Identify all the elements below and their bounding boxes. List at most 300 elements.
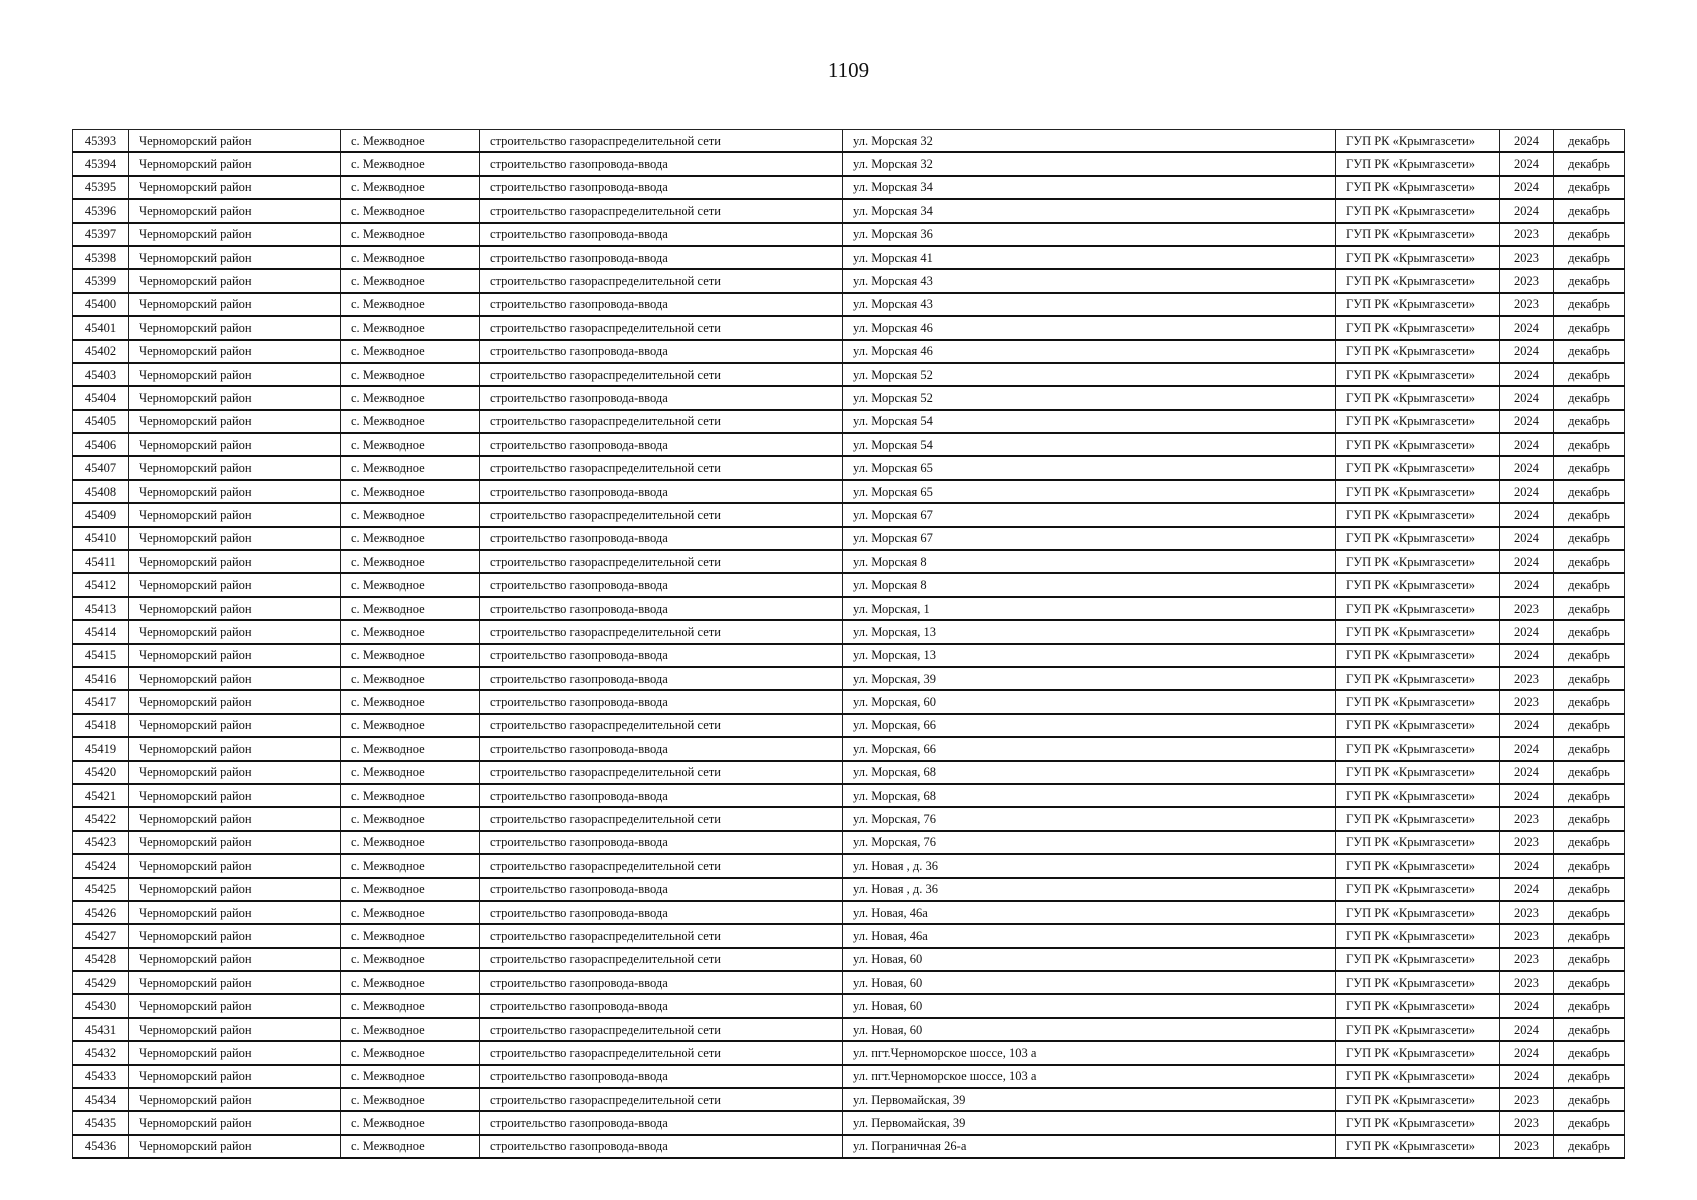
organization-cell: ГУП РК «Крымгазсети» bbox=[1336, 761, 1500, 784]
settlement-cell: с. Межводное bbox=[341, 878, 480, 901]
month-cell: декабрь bbox=[1554, 550, 1625, 573]
organization-cell: ГУП РК «Крымгазсети» bbox=[1336, 690, 1500, 713]
year-cell: 2023 bbox=[1500, 269, 1554, 292]
table-row bbox=[73, 433, 1625, 456]
table-row bbox=[73, 503, 1625, 526]
record-id-cell: 45430 bbox=[73, 994, 129, 1017]
work-type-cell: строительство газораспределительной сети bbox=[480, 363, 843, 386]
organization-cell: ГУП РК «Крымгазсети» bbox=[1336, 948, 1500, 971]
year-cell: 2023 bbox=[1500, 831, 1554, 854]
settlement-cell: с. Межводное bbox=[341, 456, 480, 479]
settlement-cell: с. Межводное bbox=[341, 948, 480, 971]
table-row bbox=[73, 667, 1625, 690]
record-id-cell: 45427 bbox=[73, 924, 129, 947]
record-id-cell: 45415 bbox=[73, 644, 129, 667]
work-type-cell: строительство газораспределительной сети bbox=[480, 714, 843, 737]
district-cell: Черноморский район bbox=[129, 503, 341, 526]
table-row bbox=[73, 737, 1625, 760]
year-cell: 2024 bbox=[1500, 176, 1554, 199]
organization-cell: ГУП РК «Крымгазсети» bbox=[1336, 1065, 1500, 1088]
organization-cell: ГУП РК «Крымгазсети» bbox=[1336, 644, 1500, 667]
year-cell: 2024 bbox=[1500, 878, 1554, 901]
table-row bbox=[73, 1018, 1625, 1041]
year-cell: 2024 bbox=[1500, 433, 1554, 456]
month-cell: декабрь bbox=[1554, 667, 1625, 690]
organization-cell: ГУП РК «Крымгазсети» bbox=[1336, 223, 1500, 246]
work-type-cell: строительство газопровода-ввода bbox=[480, 878, 843, 901]
table-row bbox=[73, 1065, 1625, 1088]
month-cell: декабрь bbox=[1554, 597, 1625, 620]
month-cell: декабрь bbox=[1554, 831, 1625, 854]
table-row bbox=[73, 644, 1625, 667]
address-cell: ул. Морская, 13 bbox=[843, 620, 1336, 643]
work-type-cell: строительство газораспределительной сети bbox=[480, 269, 843, 292]
record-id-cell: 45413 bbox=[73, 597, 129, 620]
month-cell: декабрь bbox=[1554, 644, 1625, 667]
organization-cell: ГУП РК «Крымгазсети» bbox=[1336, 1135, 1500, 1158]
address-cell: ул. Морская 54 bbox=[843, 433, 1336, 456]
year-cell: 2024 bbox=[1500, 994, 1554, 1017]
work-type-cell: строительство газораспределительной сети bbox=[480, 854, 843, 877]
address-cell: ул. Новая, 46а bbox=[843, 924, 1336, 947]
month-cell: декабрь bbox=[1554, 854, 1625, 877]
organization-cell: ГУП РК «Крымгазсети» bbox=[1336, 269, 1500, 292]
year-cell: 2024 bbox=[1500, 199, 1554, 222]
year-cell: 2023 bbox=[1500, 667, 1554, 690]
district-cell: Черноморский район bbox=[129, 1018, 341, 1041]
address-cell: ул. Морская, 39 bbox=[843, 667, 1336, 690]
settlement-cell: с. Межводное bbox=[341, 1111, 480, 1134]
work-type-cell: строительство газораспределительной сети bbox=[480, 948, 843, 971]
district-cell: Черноморский район bbox=[129, 130, 341, 153]
organization-cell: ГУП РК «Крымгазсети» bbox=[1336, 340, 1500, 363]
settlement-cell: с. Межводное bbox=[341, 223, 480, 246]
work-type-cell: строительство газораспределительной сети bbox=[480, 620, 843, 643]
address-cell: ул. Морская 36 bbox=[843, 223, 1336, 246]
organization-cell: ГУП РК «Крымгазсети» bbox=[1336, 901, 1500, 924]
organization-cell: ГУП РК «Крымгазсети» bbox=[1336, 386, 1500, 409]
settlement-cell: с. Межводное bbox=[341, 831, 480, 854]
address-cell: ул. Морская, 68 bbox=[843, 784, 1336, 807]
organization-cell: ГУП РК «Крымгазсети» bbox=[1336, 714, 1500, 737]
organization-cell: ГУП РК «Крымгазсети» bbox=[1336, 316, 1500, 339]
organization-cell: ГУП РК «Крымгазсети» bbox=[1336, 667, 1500, 690]
organization-cell: ГУП РК «Крымгазсети» bbox=[1336, 878, 1500, 901]
record-id-cell: 45411 bbox=[73, 550, 129, 573]
settlement-cell: с. Межводное bbox=[341, 152, 480, 175]
organization-cell: ГУП РК «Крымгазсети» bbox=[1336, 971, 1500, 994]
work-type-cell: строительство газораспределительной сети bbox=[480, 130, 843, 153]
address-cell: ул. Морская, 60 bbox=[843, 690, 1336, 713]
district-cell: Черноморский район bbox=[129, 199, 341, 222]
table-row bbox=[73, 994, 1625, 1017]
year-cell: 2024 bbox=[1500, 1041, 1554, 1064]
record-id-cell: 45403 bbox=[73, 363, 129, 386]
district-cell: Черноморский район bbox=[129, 1088, 341, 1111]
table-row bbox=[73, 761, 1625, 784]
year-cell: 2024 bbox=[1500, 152, 1554, 175]
year-cell: 2024 bbox=[1500, 1065, 1554, 1088]
year-cell: 2024 bbox=[1500, 573, 1554, 596]
record-id-cell: 45418 bbox=[73, 714, 129, 737]
organization-cell: ГУП РК «Крымгазсети» bbox=[1336, 597, 1500, 620]
year-cell: 2024 bbox=[1500, 480, 1554, 503]
record-id-cell: 45419 bbox=[73, 737, 129, 760]
table-row bbox=[73, 1041, 1625, 1064]
address-cell: ул. Морская 41 bbox=[843, 246, 1336, 269]
record-id-cell: 45429 bbox=[73, 971, 129, 994]
address-cell: ул. Морская, 66 bbox=[843, 714, 1336, 737]
record-id-cell: 45423 bbox=[73, 831, 129, 854]
settlement-cell: с. Межводное bbox=[341, 1088, 480, 1111]
table-row bbox=[73, 410, 1625, 433]
address-cell: ул. Морская, 13 bbox=[843, 644, 1336, 667]
month-cell: декабрь bbox=[1554, 293, 1625, 316]
settlement-cell: с. Межводное bbox=[341, 1041, 480, 1064]
settlement-cell: с. Межводное bbox=[341, 597, 480, 620]
district-cell: Черноморский район bbox=[129, 293, 341, 316]
work-type-cell: строительство газопровода-ввода bbox=[480, 597, 843, 620]
month-cell: декабрь bbox=[1554, 690, 1625, 713]
organization-cell: ГУП РК «Крымгазсети» bbox=[1336, 924, 1500, 947]
year-cell: 2023 bbox=[1500, 1088, 1554, 1111]
month-cell: декабрь bbox=[1554, 386, 1625, 409]
work-type-cell: строительство газопровода-ввода bbox=[480, 433, 843, 456]
year-cell: 2024 bbox=[1500, 714, 1554, 737]
settlement-cell: с. Межводное bbox=[341, 667, 480, 690]
year-cell: 2023 bbox=[1500, 597, 1554, 620]
record-id-cell: 45397 bbox=[73, 223, 129, 246]
work-type-cell: строительство газораспределительной сети bbox=[480, 456, 843, 479]
table-row bbox=[73, 573, 1625, 596]
month-cell: декабрь bbox=[1554, 246, 1625, 269]
record-id-cell: 45422 bbox=[73, 807, 129, 830]
work-type-cell: строительство газораспределительной сети bbox=[480, 1088, 843, 1111]
settlement-cell: с. Межводное bbox=[341, 550, 480, 573]
month-cell: декабрь bbox=[1554, 176, 1625, 199]
settlement-cell: с. Межводное bbox=[341, 573, 480, 596]
district-cell: Черноморский район bbox=[129, 690, 341, 713]
record-id-cell: 45400 bbox=[73, 293, 129, 316]
table-row bbox=[73, 901, 1625, 924]
organization-cell: ГУП РК «Крымгазсети» bbox=[1336, 1018, 1500, 1041]
record-id-cell: 45409 bbox=[73, 503, 129, 526]
month-cell: декабрь bbox=[1554, 456, 1625, 479]
address-cell: ул. Морская 65 bbox=[843, 480, 1336, 503]
organization-cell: ГУП РК «Крымгазсети» bbox=[1336, 1111, 1500, 1134]
year-cell: 2023 bbox=[1500, 1111, 1554, 1134]
table-row bbox=[73, 456, 1625, 479]
month-cell: декабрь bbox=[1554, 573, 1625, 596]
table-row bbox=[73, 1088, 1625, 1111]
month-cell: декабрь bbox=[1554, 480, 1625, 503]
work-type-cell: строительство газопровода-ввода bbox=[480, 223, 843, 246]
month-cell: декабрь bbox=[1554, 737, 1625, 760]
address-cell: ул. Морская 34 bbox=[843, 199, 1336, 222]
work-type-cell: строительство газораспределительной сети bbox=[480, 807, 843, 830]
year-cell: 2024 bbox=[1500, 737, 1554, 760]
table-row bbox=[73, 807, 1625, 830]
settlement-cell: с. Межводное bbox=[341, 130, 480, 153]
year-cell: 2023 bbox=[1500, 246, 1554, 269]
settlement-cell: с. Межводное bbox=[341, 1018, 480, 1041]
record-id-cell: 45426 bbox=[73, 901, 129, 924]
record-id-cell: 45424 bbox=[73, 854, 129, 877]
address-cell: ул. Морская 43 bbox=[843, 269, 1336, 292]
record-id-cell: 45417 bbox=[73, 690, 129, 713]
work-type-cell: строительство газопровода-ввода bbox=[480, 994, 843, 1017]
record-id-cell: 45404 bbox=[73, 386, 129, 409]
work-type-cell: строительство газораспределительной сети bbox=[480, 1018, 843, 1041]
record-id-cell: 45402 bbox=[73, 340, 129, 363]
settlement-cell: с. Межводное bbox=[341, 433, 480, 456]
district-cell: Черноморский район bbox=[129, 456, 341, 479]
address-cell: ул. Первомайская, 39 bbox=[843, 1088, 1336, 1111]
record-id-cell: 45416 bbox=[73, 667, 129, 690]
district-cell: Черноморский район bbox=[129, 620, 341, 643]
address-cell: ул. Новая, 60 bbox=[843, 1018, 1336, 1041]
record-id-cell: 45420 bbox=[73, 761, 129, 784]
district-cell: Черноморский район bbox=[129, 737, 341, 760]
table-row bbox=[73, 550, 1625, 573]
table-row bbox=[73, 363, 1625, 386]
work-type-cell: строительство газопровода-ввода bbox=[480, 293, 843, 316]
work-type-cell: строительство газораспределительной сети bbox=[480, 1041, 843, 1064]
record-id-cell: 45435 bbox=[73, 1111, 129, 1134]
work-type-cell: строительство газопровода-ввода bbox=[480, 480, 843, 503]
work-type-cell: строительство газораспределительной сети bbox=[480, 503, 843, 526]
table-row bbox=[73, 948, 1625, 971]
address-cell: ул. Морская 67 bbox=[843, 503, 1336, 526]
table-row bbox=[73, 386, 1625, 409]
organization-cell: ГУП РК «Крымгазсети» bbox=[1336, 573, 1500, 596]
year-cell: 2024 bbox=[1500, 456, 1554, 479]
address-cell: ул. Морская 67 bbox=[843, 527, 1336, 550]
address-cell: ул. Морская 52 bbox=[843, 386, 1336, 409]
settlement-cell: с. Межводное bbox=[341, 690, 480, 713]
table-row bbox=[73, 620, 1625, 643]
work-type-cell: строительство газопровода-ввода bbox=[480, 340, 843, 363]
district-cell: Черноморский район bbox=[129, 831, 341, 854]
month-cell: декабрь bbox=[1554, 199, 1625, 222]
district-cell: Черноморский район bbox=[129, 550, 341, 573]
month-cell: декабрь bbox=[1554, 1018, 1625, 1041]
address-cell: ул. Новая, 60 bbox=[843, 994, 1336, 1017]
work-type-cell: строительство газопровода-ввода bbox=[480, 690, 843, 713]
record-id-cell: 45406 bbox=[73, 433, 129, 456]
table-row bbox=[73, 223, 1625, 246]
table-row bbox=[73, 246, 1625, 269]
address-cell: ул. Морская 46 bbox=[843, 316, 1336, 339]
district-cell: Черноморский район bbox=[129, 573, 341, 596]
district-cell: Черноморский район bbox=[129, 667, 341, 690]
year-cell: 2024 bbox=[1500, 340, 1554, 363]
record-id-cell: 45394 bbox=[73, 152, 129, 175]
record-id-cell: 45433 bbox=[73, 1065, 129, 1088]
district-cell: Черноморский район bbox=[129, 644, 341, 667]
settlement-cell: с. Межводное bbox=[341, 714, 480, 737]
month-cell: декабрь bbox=[1554, 152, 1625, 175]
work-type-cell: строительство газораспределительной сети bbox=[480, 924, 843, 947]
table-row bbox=[73, 971, 1625, 994]
organization-cell: ГУП РК «Крымгазсети» bbox=[1336, 199, 1500, 222]
settlement-cell: с. Межводное bbox=[341, 737, 480, 760]
year-cell: 2024 bbox=[1500, 620, 1554, 643]
address-cell: ул. Морская, 1 bbox=[843, 597, 1336, 620]
year-cell: 2024 bbox=[1500, 854, 1554, 877]
table-row bbox=[73, 340, 1625, 363]
work-type-cell: строительство газопровода-ввода bbox=[480, 737, 843, 760]
table-row bbox=[73, 527, 1625, 550]
work-type-cell: строительство газопровода-ввода bbox=[480, 644, 843, 667]
year-cell: 2023 bbox=[1500, 924, 1554, 947]
settlement-cell: с. Межводное bbox=[341, 410, 480, 433]
month-cell: декабрь bbox=[1554, 503, 1625, 526]
year-cell: 2024 bbox=[1500, 503, 1554, 526]
month-cell: декабрь bbox=[1554, 269, 1625, 292]
work-type-cell: строительство газораспределительной сети bbox=[480, 761, 843, 784]
district-cell: Черноморский район bbox=[129, 246, 341, 269]
district-cell: Черноморский район bbox=[129, 527, 341, 550]
settlement-cell: с. Межводное bbox=[341, 807, 480, 830]
address-cell: ул. Морская 34 bbox=[843, 176, 1336, 199]
month-cell: декабрь bbox=[1554, 971, 1625, 994]
work-type-cell: строительство газопровода-ввода bbox=[480, 971, 843, 994]
gasification-table bbox=[72, 129, 1625, 1159]
organization-cell: ГУП РК «Крымгазсети» bbox=[1336, 620, 1500, 643]
gasification-table-container bbox=[72, 129, 1624, 1159]
year-cell: 2023 bbox=[1500, 223, 1554, 246]
district-cell: Черноморский район bbox=[129, 1111, 341, 1134]
organization-cell: ГУП РК «Крымгазсети» bbox=[1336, 410, 1500, 433]
year-cell: 2023 bbox=[1500, 971, 1554, 994]
year-cell: 2023 bbox=[1500, 690, 1554, 713]
year-cell: 2024 bbox=[1500, 527, 1554, 550]
organization-cell: ГУП РК «Крымгазсети» bbox=[1336, 246, 1500, 269]
year-cell: 2023 bbox=[1500, 948, 1554, 971]
organization-cell: ГУП РК «Крымгазсети» bbox=[1336, 433, 1500, 456]
organization-cell: ГУП РК «Крымгазсети» bbox=[1336, 831, 1500, 854]
year-cell: 2024 bbox=[1500, 410, 1554, 433]
work-type-cell: строительство газопровода-ввода bbox=[480, 246, 843, 269]
address-cell: ул. Новая , д. 36 bbox=[843, 854, 1336, 877]
work-type-cell: строительство газопровода-ввода bbox=[480, 573, 843, 596]
organization-cell: ГУП РК «Крымгазсети» bbox=[1336, 130, 1500, 153]
settlement-cell: с. Межводное bbox=[341, 269, 480, 292]
address-cell: ул. Морская 8 bbox=[843, 573, 1336, 596]
record-id-cell: 45410 bbox=[73, 527, 129, 550]
table-row bbox=[73, 199, 1625, 222]
page-number: 1109 bbox=[827, 58, 870, 82]
settlement-cell: с. Межводное bbox=[341, 293, 480, 316]
address-cell: ул. Морская, 76 bbox=[843, 807, 1336, 830]
record-id-cell: 45405 bbox=[73, 410, 129, 433]
year-cell: 2024 bbox=[1500, 1018, 1554, 1041]
year-cell: 2024 bbox=[1500, 316, 1554, 339]
table-row bbox=[73, 152, 1625, 175]
address-cell: ул. Морская, 68 bbox=[843, 761, 1336, 784]
organization-cell: ГУП РК «Крымгазсети» bbox=[1336, 176, 1500, 199]
year-cell: 2023 bbox=[1500, 807, 1554, 830]
month-cell: декабрь bbox=[1554, 924, 1625, 947]
record-id-cell: 45399 bbox=[73, 269, 129, 292]
settlement-cell: с. Межводное bbox=[341, 199, 480, 222]
year-cell: 2023 bbox=[1500, 901, 1554, 924]
table-row bbox=[73, 878, 1625, 901]
month-cell: декабрь bbox=[1554, 223, 1625, 246]
table-row bbox=[73, 690, 1625, 713]
year-cell: 2023 bbox=[1500, 293, 1554, 316]
district-cell: Черноморский район bbox=[129, 269, 341, 292]
organization-cell: ГУП РК «Крымгазсети» bbox=[1336, 152, 1500, 175]
table-row bbox=[73, 480, 1625, 503]
work-type-cell: строительство газопровода-ввода bbox=[480, 152, 843, 175]
year-cell: 2024 bbox=[1500, 550, 1554, 573]
district-cell: Черноморский район bbox=[129, 948, 341, 971]
organization-cell: ГУП РК «Крымгазсети» bbox=[1336, 807, 1500, 830]
address-cell: ул. пгт.Черноморское шоссе, 103 а bbox=[843, 1065, 1336, 1088]
record-id-cell: 45436 bbox=[73, 1135, 129, 1158]
organization-cell: ГУП РК «Крымгазсети» bbox=[1336, 784, 1500, 807]
district-cell: Черноморский район bbox=[129, 807, 341, 830]
settlement-cell: с. Межводное bbox=[341, 971, 480, 994]
organization-cell: ГУП РК «Крымгазсети» bbox=[1336, 550, 1500, 573]
work-type-cell: строительство газопровода-ввода bbox=[480, 527, 843, 550]
settlement-cell: с. Межводное bbox=[341, 316, 480, 339]
table-row bbox=[73, 1135, 1625, 1158]
district-cell: Черноморский район bbox=[129, 597, 341, 620]
record-id-cell: 45395 bbox=[73, 176, 129, 199]
organization-cell: ГУП РК «Крымгазсети» bbox=[1336, 456, 1500, 479]
month-cell: декабрь bbox=[1554, 1041, 1625, 1064]
settlement-cell: с. Межводное bbox=[341, 340, 480, 363]
work-type-cell: строительство газопровода-ввода bbox=[480, 901, 843, 924]
settlement-cell: с. Межводное bbox=[341, 363, 480, 386]
month-cell: декабрь bbox=[1554, 620, 1625, 643]
record-id-cell: 45398 bbox=[73, 246, 129, 269]
settlement-cell: с. Межводное bbox=[341, 854, 480, 877]
district-cell: Черноморский район bbox=[129, 340, 341, 363]
table-row bbox=[73, 130, 1625, 153]
table-row bbox=[73, 714, 1625, 737]
table-row bbox=[73, 1111, 1625, 1134]
district-cell: Черноморский район bbox=[129, 1135, 341, 1158]
settlement-cell: с. Межводное bbox=[341, 784, 480, 807]
settlement-cell: с. Межводное bbox=[341, 503, 480, 526]
table-row bbox=[73, 924, 1625, 947]
district-cell: Черноморский район bbox=[129, 1041, 341, 1064]
address-cell: ул. Морская 32 bbox=[843, 130, 1336, 153]
month-cell: декабрь bbox=[1554, 130, 1625, 153]
month-cell: декабрь bbox=[1554, 433, 1625, 456]
settlement-cell: с. Межводное bbox=[341, 176, 480, 199]
table-body bbox=[73, 130, 1625, 1159]
record-id-cell: 45434 bbox=[73, 1088, 129, 1111]
month-cell: декабрь bbox=[1554, 948, 1625, 971]
address-cell: ул. Морская 8 bbox=[843, 550, 1336, 573]
record-id-cell: 45431 bbox=[73, 1018, 129, 1041]
work-type-cell: строительство газопровода-ввода bbox=[480, 1111, 843, 1134]
work-type-cell: строительство газопровода-ввода bbox=[480, 386, 843, 409]
district-cell: Черноморский район bbox=[129, 176, 341, 199]
table-row bbox=[73, 831, 1625, 854]
work-type-cell: строительство газопровода-ввода bbox=[480, 831, 843, 854]
year-cell: 2024 bbox=[1500, 761, 1554, 784]
year-cell: 2024 bbox=[1500, 363, 1554, 386]
month-cell: декабрь bbox=[1554, 807, 1625, 830]
month-cell: декабрь bbox=[1554, 784, 1625, 807]
month-cell: декабрь bbox=[1554, 761, 1625, 784]
